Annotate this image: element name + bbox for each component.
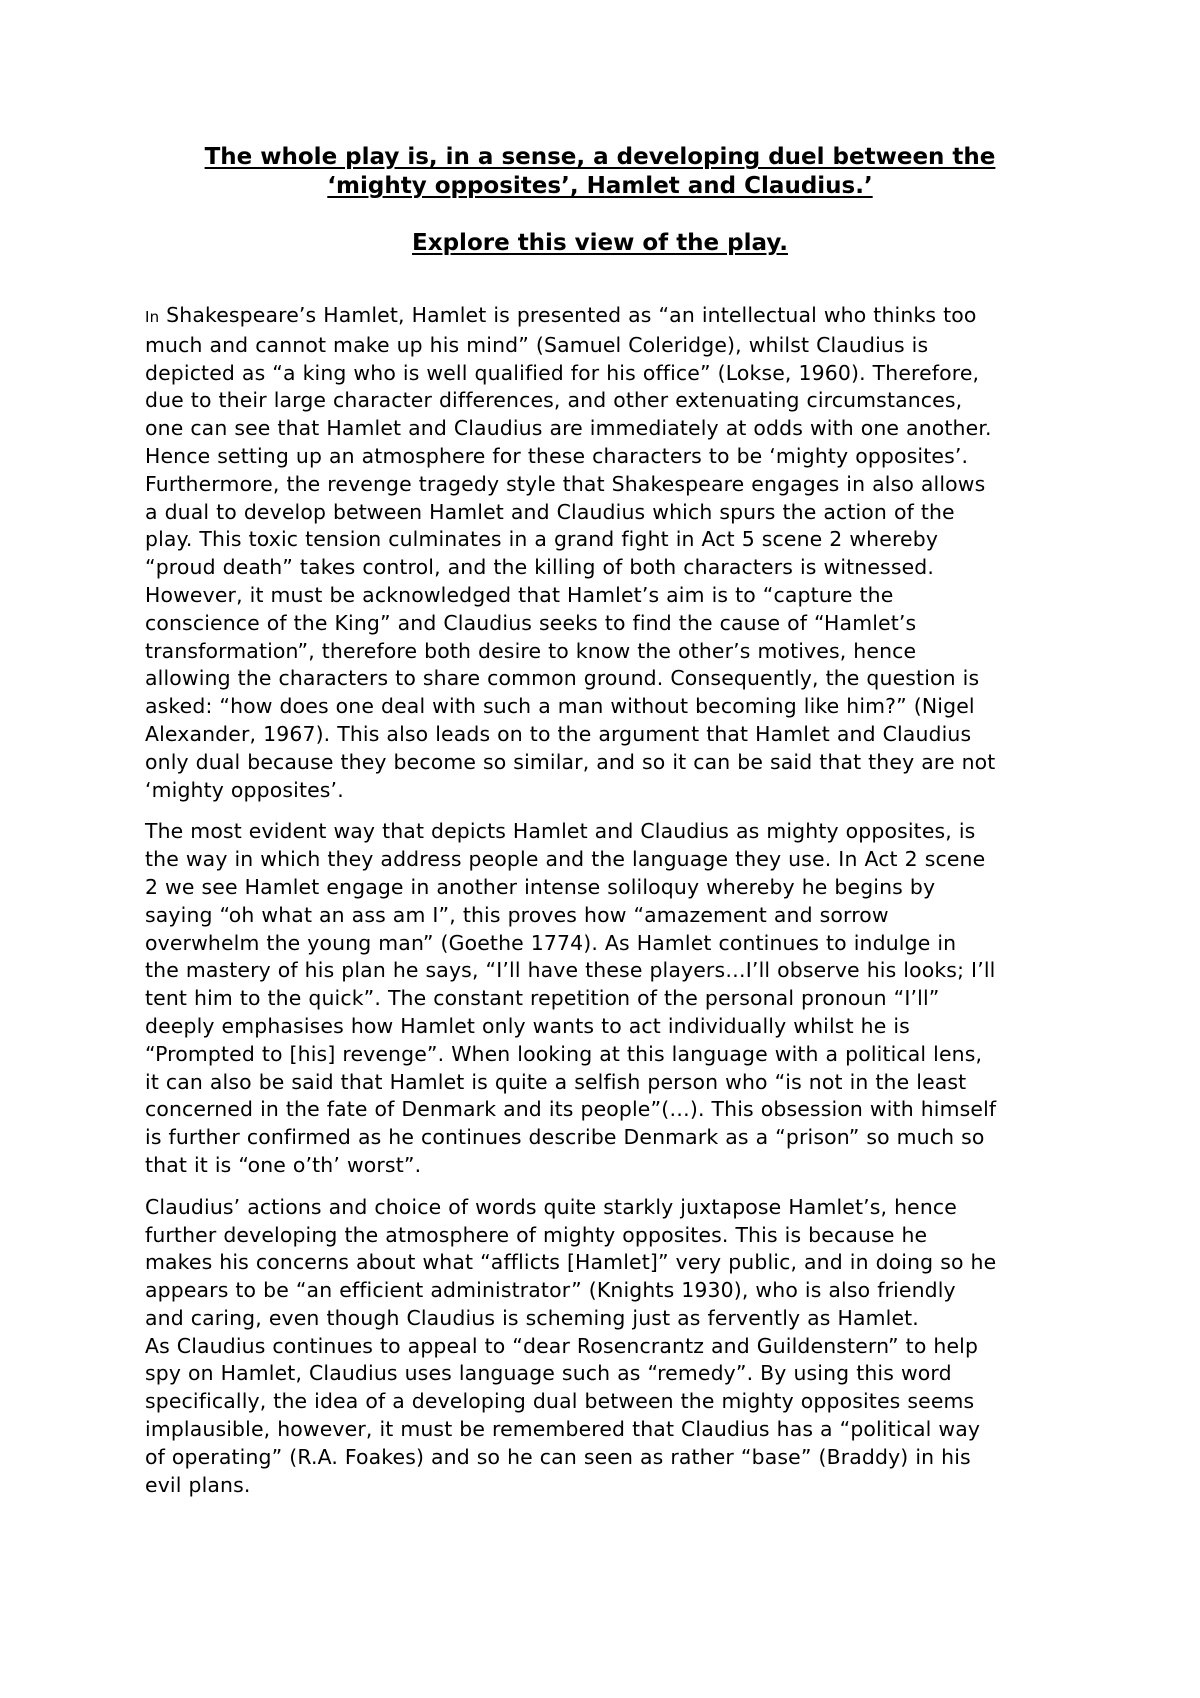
essay-title-line: ‘mighty opposites’, Hamlet and Claudius.’ — [327, 173, 873, 199]
paragraph-line: due to their large character differences, and other extenuating circumstances, — [145, 388, 963, 413]
paragraph-line: tent him to the quick”. The constant repetition of the personal pronoun “I’ll” — [145, 986, 940, 1011]
paragraph-line: a dual to develop between Hamlet and Claudius which spurs the action of the — [145, 499, 955, 524]
paragraph — [145, 818, 1065, 1179]
paragraph-line: and caring, even though Claudius is scheming just as fervently as Hamlet. — [145, 1305, 919, 1330]
paragraph-line: is further confirmed as he continues describe Denmark as a “prison” so much so — [145, 1125, 985, 1150]
paragraph-line: allowing the characters to share common ground. Consequently, the question is — [145, 666, 980, 691]
paragraph-line: specifically, the idea of a developing dual between the mighty opposites seems — [145, 1389, 975, 1414]
paragraph-line: The most evident way that depicts Hamlet and Claudius as mighty opposites, is — [145, 819, 976, 844]
paragraph-line: However, it must be acknowledged that Hamlet’s aim is to “capture the — [145, 582, 894, 607]
paragraph-line: it can also be said that Hamlet is quite a selfish person who “is not in the least — [145, 1069, 967, 1094]
paragraph-line: depicted as “a king who is well qualified for his office” (Lokse, 1960). Therefore, — [145, 360, 980, 385]
paragraph-line: “Prompted to [his] revenge”. When looking at this language with a political lens, — [145, 1041, 983, 1066]
paragraph — [145, 1194, 1065, 1500]
paragraph-line: of operating” (R.A. Foakes) and so he can seen as rather “base” (Braddy) in his — [145, 1444, 971, 1469]
paragraph-line: Alexander, 1967). This also leads on to the argument that Hamlet and Claudius — [145, 721, 972, 746]
paragraph-line: “proud death” takes control, and the killing of both characters is witnessed. — [145, 555, 935, 580]
paragraph-line: As Claudius continues to appeal to “dear Rosencrantz and Guildenstern” to help — [145, 1333, 979, 1358]
essay-body — [145, 302, 1065, 1513]
paragraph-line: ‘mighty opposites’. — [145, 777, 344, 802]
paragraph-first-word: In — [145, 308, 160, 326]
paragraph-line: the mastery of his plan he says, “I’ll have these players…I’ll observe his looks; I’ll — [145, 958, 996, 983]
paragraph-line: that it is “one o’th’ worst”. — [145, 1152, 422, 1177]
paragraph-line: evil plans. — [145, 1472, 251, 1497]
paragraph-line — [145, 302, 1065, 332]
paragraph-line: transformation”, therefore both desire to know the other’s motives, hence — [145, 638, 917, 663]
paragraph-line: appears to be “an efficient administrator” (Knights 1930), who is also friendly — [145, 1278, 956, 1303]
paragraph-line: play. This toxic tension culminates in a grand fight in Act 5 scene 2 whereby — [145, 527, 939, 552]
paragraph-line: saying “oh what an ass am I”, this proves how “amazement and sorrow — [145, 902, 889, 927]
paragraph-line: 2 we see Hamlet engage in another intense soliloquy whereby he begins by — [145, 874, 936, 899]
essay-subtitle: Explore this view of the play. — [412, 230, 788, 256]
paragraph-line: Furthermore, the revenge tragedy style that Shakespeare engages in also allows — [145, 471, 986, 496]
paragraph-line: one can see that Hamlet and Claudius are immediately at odds with one another. — [145, 416, 992, 441]
paragraph-line: further developing the atmosphere of mighty opposites. This is because he — [145, 1222, 928, 1247]
paragraph-line-text: Shakespeare’s Hamlet, Hamlet is presented as “an intellectual who thinks too — [159, 303, 977, 327]
paragraph-line: conscience of the King” and Claudius seeks to find the cause of “Hamlet’s — [145, 610, 917, 635]
paragraph-line: much and cannot make up his mind” (Samuel Coleridge), whilst Claudius is — [145, 332, 929, 357]
paragraph — [145, 302, 1065, 804]
paragraph-line: implausible, however, it must be remembered that Claudius has a “political way — [145, 1417, 981, 1442]
paragraph-line: Claudius’ actions and choice of words quite starkly juxtapose Hamlet’s, hence — [145, 1194, 957, 1219]
paragraph-line: only dual because they become so similar, and so it can be said that they are not — [145, 749, 996, 774]
paragraph-line: overwhelm the young man” (Goethe 1774). As Hamlet continues to indulge in — [145, 930, 957, 955]
paragraph-line: spy on Hamlet, Claudius uses language such as “remedy”. By using this word — [145, 1361, 952, 1386]
paragraph-line: Hence setting up an atmosphere for these characters to be ‘mighty opposites’. — [145, 443, 969, 468]
paragraph-line: asked: “how does one deal with such a man without becoming like him?” (Nigel — [145, 694, 975, 719]
paragraph-line: deeply emphasises how Hamlet only wants to act individually whilst he is — [145, 1013, 910, 1038]
paragraph-line: makes his concerns about what “afflicts [Hamlet]” very public, and in doing so he — [145, 1250, 997, 1275]
essay-title-line: The whole play is, in a sense, a developing duel between the — [204, 144, 996, 170]
paragraph-line: concerned in the fate of Denmark and its people”(…). This obsession with himself — [145, 1097, 997, 1122]
paragraph-line: the way in which they address people and the language they use. In Act 2 scene — [145, 847, 986, 872]
essay-title-block — [100, 143, 1100, 258]
